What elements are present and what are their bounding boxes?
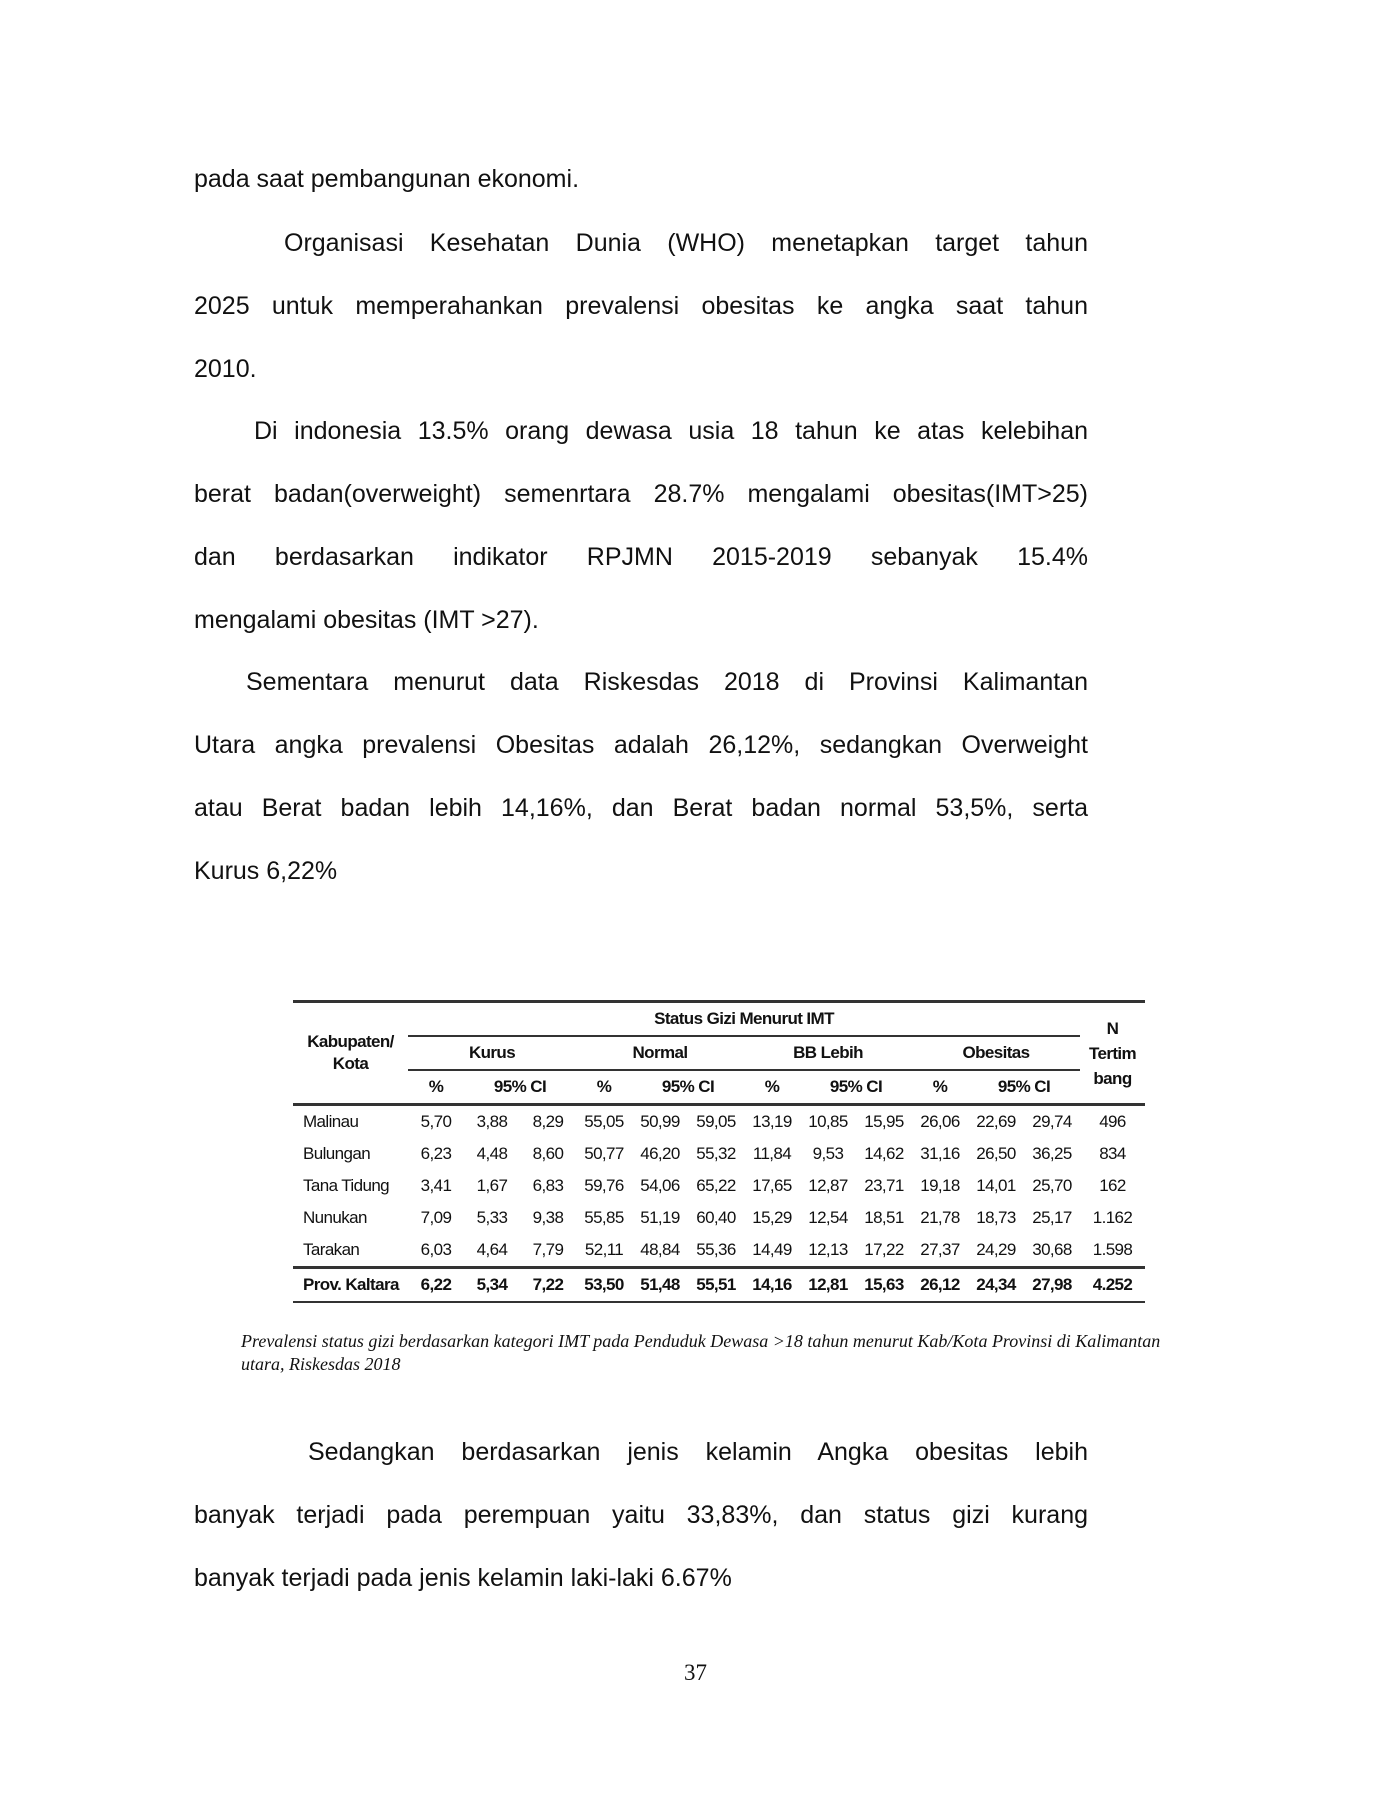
table-cell: 3,41 [420,1176,452,1195]
table-cell: 30,68 [1032,1240,1072,1259]
table-cell: 22,69 [976,1112,1016,1131]
paragraph [194,1421,1088,1610]
table-cell: 7,09 [420,1208,452,1227]
table-cell: 9,38 [532,1208,564,1227]
table-cell: 12,87 [808,1176,848,1195]
table-cell: 59,76 [584,1176,624,1195]
paragraph [194,148,1088,211]
text-line: mengalami obesitas (IMT >27). [194,606,539,634]
table-cell: 6,23 [420,1144,452,1163]
table-cell: 14,16 [744,1268,800,1303]
table-cell: 834 [1099,1144,1126,1163]
table-cell: 60,40 [696,1208,736,1227]
table-cell: 55,32 [696,1144,736,1163]
table-cell: 29,74 [1032,1112,1072,1131]
text-line: Organisasi Kesehatan Dunia (WHO) menetapkan target tahun [284,229,1088,257]
header-ci: 95% CI [632,1070,744,1105]
table-cell: 19,18 [920,1176,960,1195]
table-cell: 10,85 [808,1112,848,1131]
table-cell: 50,99 [640,1112,680,1131]
table-cell: 51,19 [640,1208,680,1227]
table-row [293,1105,1145,1139]
table-row [293,1170,1145,1202]
table-cell: 1,67 [476,1176,508,1195]
text-line: dan berdasarkan indikator RPJMN 2015-2019 sebanyak 15.4% [194,543,1088,571]
nutrition-status-table [293,1000,1145,1303]
region-name: Tarakan [303,1240,360,1259]
table-cell: 9,53 [812,1144,844,1163]
text-line: banyak terjadi pada perempuan yaitu 33,83%, dan status gizi kurang [194,1501,1088,1529]
table-cell: 14,62 [864,1144,904,1163]
table-cell: 6,03 [420,1240,452,1259]
table-cell: 50,77 [584,1144,624,1163]
table-cell: 53,50 [576,1268,632,1303]
paragraph [194,212,1088,401]
table-cell: 12,13 [808,1240,848,1259]
table-caption: Prevalensi status gizi berdasarkan kategori IMT pada Penduduk Dewasa >18 tahun menurut Kab/Kota Provinsi di Kalimantan utara, Riskesdas 2018 [241,1331,1161,1374]
table-cell: 5,70 [420,1112,452,1131]
text-line: berat badan(overweight) semenrtara 28.7% mengalami obesitas(IMT>25) [194,480,1088,508]
header-group-title: Status Gizi Menurut IMT [408,1002,1080,1037]
table-row [293,1202,1145,1234]
table-cell: 18,51 [864,1208,904,1227]
table-cell: 36,25 [1032,1144,1072,1163]
header-pct: % [576,1070,632,1105]
table-cell: 65,22 [696,1176,736,1195]
text-line: banyak terjadi pada jenis kelamin laki-laki 6.67% [194,1564,732,1592]
table-cell: 26,50 [976,1144,1016,1163]
header-pct: % [912,1070,968,1105]
text-line: Kurus 6,22% [194,857,338,885]
region-name: Tana Tidung [303,1176,390,1195]
page-number: 37 [684,1660,707,1685]
text-line: Sedangkan berdasarkan jenis kelamin Angka obesitas lebih [308,1438,1088,1466]
table-row [293,1138,1145,1170]
region-name: Nunukan [303,1208,367,1227]
table-cell: 15,29 [752,1208,792,1227]
header-ci: 95% CI [800,1070,912,1105]
table-cell: 6,83 [532,1176,564,1195]
table-cell: 54,06 [640,1176,680,1195]
table-cell: 24,29 [976,1240,1016,1259]
table-cell: 12,81 [800,1268,856,1303]
table-cell: 31,16 [920,1144,960,1163]
table-cell: 5,33 [476,1208,508,1227]
table-cell: 7,79 [532,1240,564,1259]
region-name: Prov. Kaltara [293,1268,408,1303]
table-cell: 17,22 [864,1240,904,1259]
table-cell: 17,65 [752,1176,792,1195]
table-cell: 5,34 [464,1268,520,1303]
text-line: pada saat pembangunan ekonomi. [194,165,580,193]
text-line: 2025 untuk memperahankan prevalensi obesitas ke angka saat tahun [194,292,1088,320]
table-cell: 18,73 [976,1208,1016,1227]
header-ci: 95% CI [464,1070,576,1105]
table-cell: 11,84 [752,1144,792,1163]
table-cell: 8,29 [532,1112,564,1131]
table-cell: 14,01 [976,1176,1016,1195]
table-cell: 8,60 [532,1144,564,1163]
table-cell: 24,34 [968,1268,1024,1303]
table-cell: 4,64 [476,1240,508,1259]
header-n: N Tertim bang [1080,1002,1145,1105]
table-cell: 48,84 [640,1240,680,1259]
table-cell: 6,22 [408,1268,464,1303]
region-name: Bulungan [303,1144,371,1163]
table-cell: 26,06 [920,1112,960,1131]
table-cell: 51,48 [632,1268,688,1303]
paragraph [194,400,1088,652]
table-cell: 55,85 [584,1208,624,1227]
table-cell: 23,71 [864,1176,904,1195]
table-cell: 52,11 [584,1240,624,1259]
table-cell: 55,05 [584,1112,624,1131]
header-ci: 95% CI [968,1070,1080,1105]
table-cell: 162 [1099,1176,1126,1195]
table-row [293,1234,1145,1268]
table-cell: 14,49 [752,1240,792,1259]
header-bb-lebih: BB Lebih [744,1036,912,1070]
text-line: atau Berat badan lebih 14,16%, dan Berat badan normal 53,5%, serta [194,794,1088,822]
table-cell: 4,48 [476,1144,508,1163]
table-cell: 1.162 [1092,1208,1133,1227]
table-cell: 21,78 [920,1208,960,1227]
text-line: Sementara menurut data Riskesdas 2018 di Provinsi Kalimantan [246,668,1088,696]
table-cell: 46,20 [640,1144,680,1163]
table-cell: 12,54 [808,1208,848,1227]
table-cell: 26,12 [912,1268,968,1303]
table-cell: 15,95 [864,1112,904,1131]
region-name: Malinau [303,1112,359,1131]
table-cell: 59,05 [696,1112,736,1131]
table-cell: 55,36 [696,1240,736,1259]
header-pct: % [744,1070,800,1105]
table-cell: 15,63 [856,1268,912,1303]
table-cell: 25,70 [1032,1176,1072,1195]
text-line: Utara angka prevalensi Obesitas adalah 26,12%, sedangkan Overweight [194,731,1088,759]
header-normal: Normal [576,1036,744,1070]
table-cell: 55,51 [688,1268,744,1303]
table-cell: 13,19 [752,1112,792,1131]
header-kurus: Kurus [408,1036,576,1070]
header-pct: % [408,1070,464,1105]
table-cell: 4.252 [1080,1268,1145,1303]
paragraph [194,651,1088,903]
table-cell: 7,22 [520,1268,576,1303]
table-cell: 25,17 [1032,1208,1072,1227]
table-cell: 3,88 [476,1112,508,1131]
text-line: 2010. [194,355,257,383]
header-obesitas: Obesitas [912,1036,1080,1070]
table-total-row [293,1268,1145,1303]
text-line: Di indonesia 13.5% orang dewasa usia 18 tahun ke atas kelebihan [254,417,1088,445]
table-cell: 496 [1099,1112,1126,1131]
table-cell: 27,37 [920,1240,960,1259]
table-cell: 1.598 [1092,1240,1133,1259]
table-cell: 27,98 [1024,1268,1080,1303]
header-region: Kabupaten/ Kota [293,1002,408,1105]
